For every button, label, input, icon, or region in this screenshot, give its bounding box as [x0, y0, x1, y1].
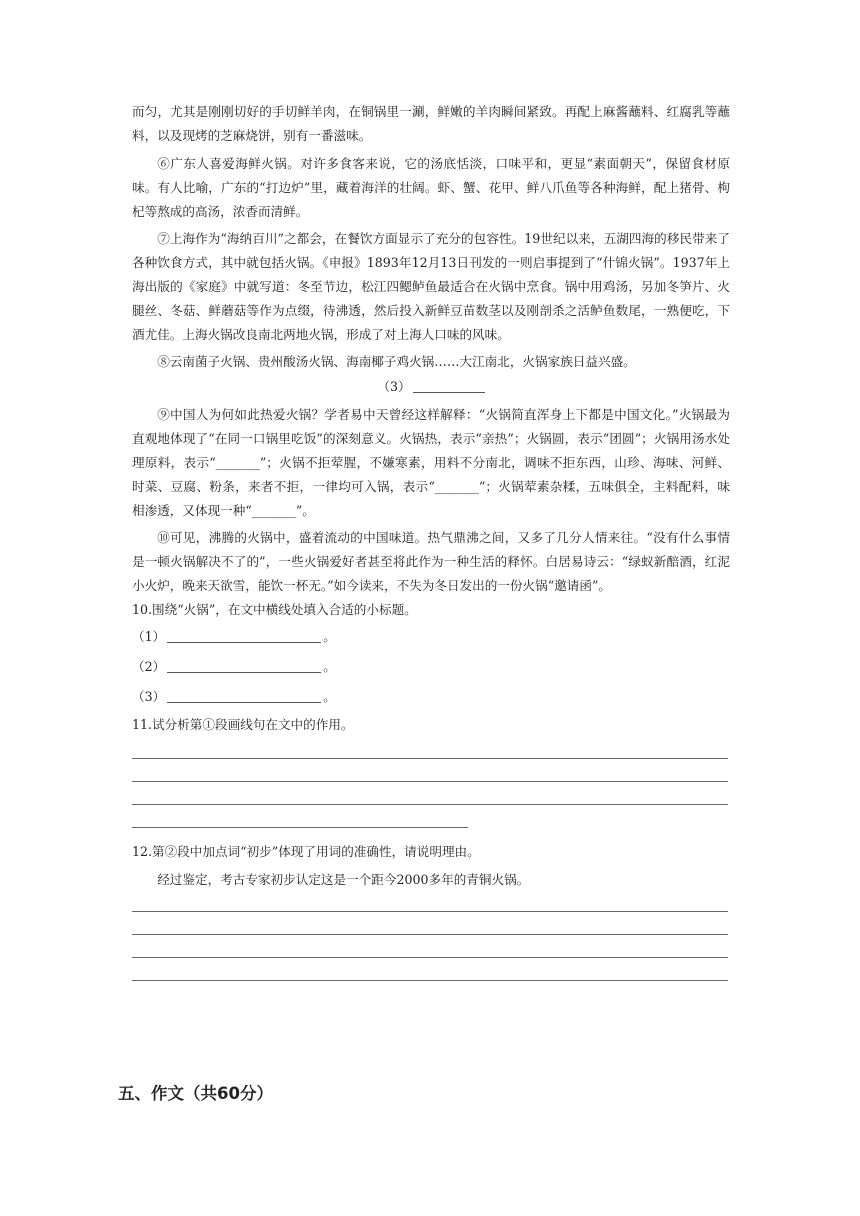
- answer-12-line-2[interactable]: [132, 934, 728, 935]
- answer-10-1-label: （1）: [132, 629, 166, 644]
- answer-11-line-1[interactable]: [132, 758, 728, 759]
- answer-10-2: [132, 655, 336, 679]
- paragraph-9: ⑨中国人为何如此热爱火锅？学者易中天曾经这样解释：“火锅简直浑身上下都是中国文化。”火锅最为直观地体现了“在同一口锅里吃饭”的深刻意义。火锅热，表示“亲热”；火锅圆，表示“团圆”；火锅用汤水处理原料，表示“_______”；火锅不拒荤腥，不嫌寒素，用料不分南北，调味不拒东西，山珍、海味、河鲜、时菜、豆腐、粉条，来者不拒，一律均可入锅，表示“_______”；火锅荤素杂糅，五味俱全，主料配料，味相渗透，又体现一种“_______”。: [132, 407, 730, 518]
- answer-10-1-line[interactable]: [167, 628, 321, 643]
- paragraph-7: ⑦上海作为“海纳百川”之都会，在餐饮方面显示了充分的包容性。19世纪以来，五湖四海的移民带来了各种饮食方式，其中就包括火锅。《申报》1893年12月13日刊发的一则启事提到了“什锦火锅”。1937年上海出版的《家庭》中就写道：冬至节边，松江四鳃鲈鱼最适合在火锅中烹食。锅中用鸡汤，另加冬笋片、火腿丝、冬菇、鲜蘑菇等作为点缀，待沸透，然后投入新鲜豆苗数茎以及刚剖杀之活鲈鱼数尾，一熟便吃，下酒尤佳。上海火锅改良南北两地火锅，形成了对上海人口味的风味。: [132, 231, 730, 342]
- paragraph-8: ⑧云南菌子火锅、贵州酸汤火锅、海南椰子鸡火锅……大江南北，火锅家族日益兴盛。: [157, 354, 636, 369]
- paragraph-continued: 而匀，尤其是刚刚切好的手切鲜羊肉，在铜锅里一涮，鲜嫩的羊肉瞬间紧致。再配上麻酱蘸料、红腐乳等蘸料，以及现烤的芝麻烧饼，别有一番滋味。: [132, 104, 730, 143]
- answer-10-1: [132, 625, 336, 649]
- question-10: 10.围绕“火锅”，在文中横线处填入合适的小标题。: [132, 602, 417, 617]
- answer-11-line-2[interactable]: [132, 781, 728, 782]
- paragraph-6: ⑥广东人喜爱海鲜火锅。对许多食客来说，它的汤底恬淡，口味平和，更显“素面朝天”，保留食材原味。有人比喻，广东的“打边炉”里，藏着海洋的壮阔。虾、蟹、花甲、鲜八爪鱼等各种海鲜，配上猪骨、枸杞等熬成的高汤，浓香而清鲜。: [132, 156, 730, 219]
- answer-10-3-period: 。: [323, 689, 336, 704]
- section-heading-composition: 五、作文（共60分）: [118, 1084, 273, 1103]
- answer-11-line-4[interactable]: [132, 827, 468, 828]
- answer-10-2-label: （2）: [132, 659, 166, 674]
- subtitle-3-label: （3）: [377, 379, 411, 394]
- answer-10-1-period: 。: [323, 629, 336, 644]
- answer-10-3-label: （3）: [132, 689, 166, 704]
- answer-10-2-line[interactable]: [167, 658, 321, 673]
- answer-11-line-3[interactable]: [132, 804, 728, 805]
- paragraph-10: ⑩可见，沸腾的火锅中，盛着流动的中国味道。热气鼎沸之间，又多了几分人情来往。“没有什么事情是一顿火锅解决不了的”，一些火锅爱好者甚至将此作为一种生活的释怀。白居易诗云：“绿蚁新醅酒，红泥小火炉，晚来天欲雪，能饮一杯无。”如今读来，不失为冬日发出的一份火锅“邀请函”。: [132, 530, 730, 593]
- answer-12-line-3[interactable]: [132, 957, 728, 958]
- question-12-quote: 经过鉴定，考古专家初步认定这是一个距今2000多年的青铜火锅。: [157, 872, 530, 887]
- answer-12-line-1[interactable]: [132, 911, 728, 912]
- answer-10-2-period: 。: [323, 659, 336, 674]
- answer-12-line-4[interactable]: [132, 980, 728, 981]
- answer-10-3: [132, 685, 336, 709]
- subtitle-3-blank: [132, 375, 730, 399]
- subtitle-3-line: [413, 378, 485, 393]
- question-11: 11.试分析第①段画线句在文中的作用。: [132, 717, 354, 732]
- answer-10-3-line[interactable]: [167, 688, 321, 703]
- question-12: 12.第②段中加点词“初步”体现了用词的准确性，请说明理由。: [132, 844, 480, 859]
